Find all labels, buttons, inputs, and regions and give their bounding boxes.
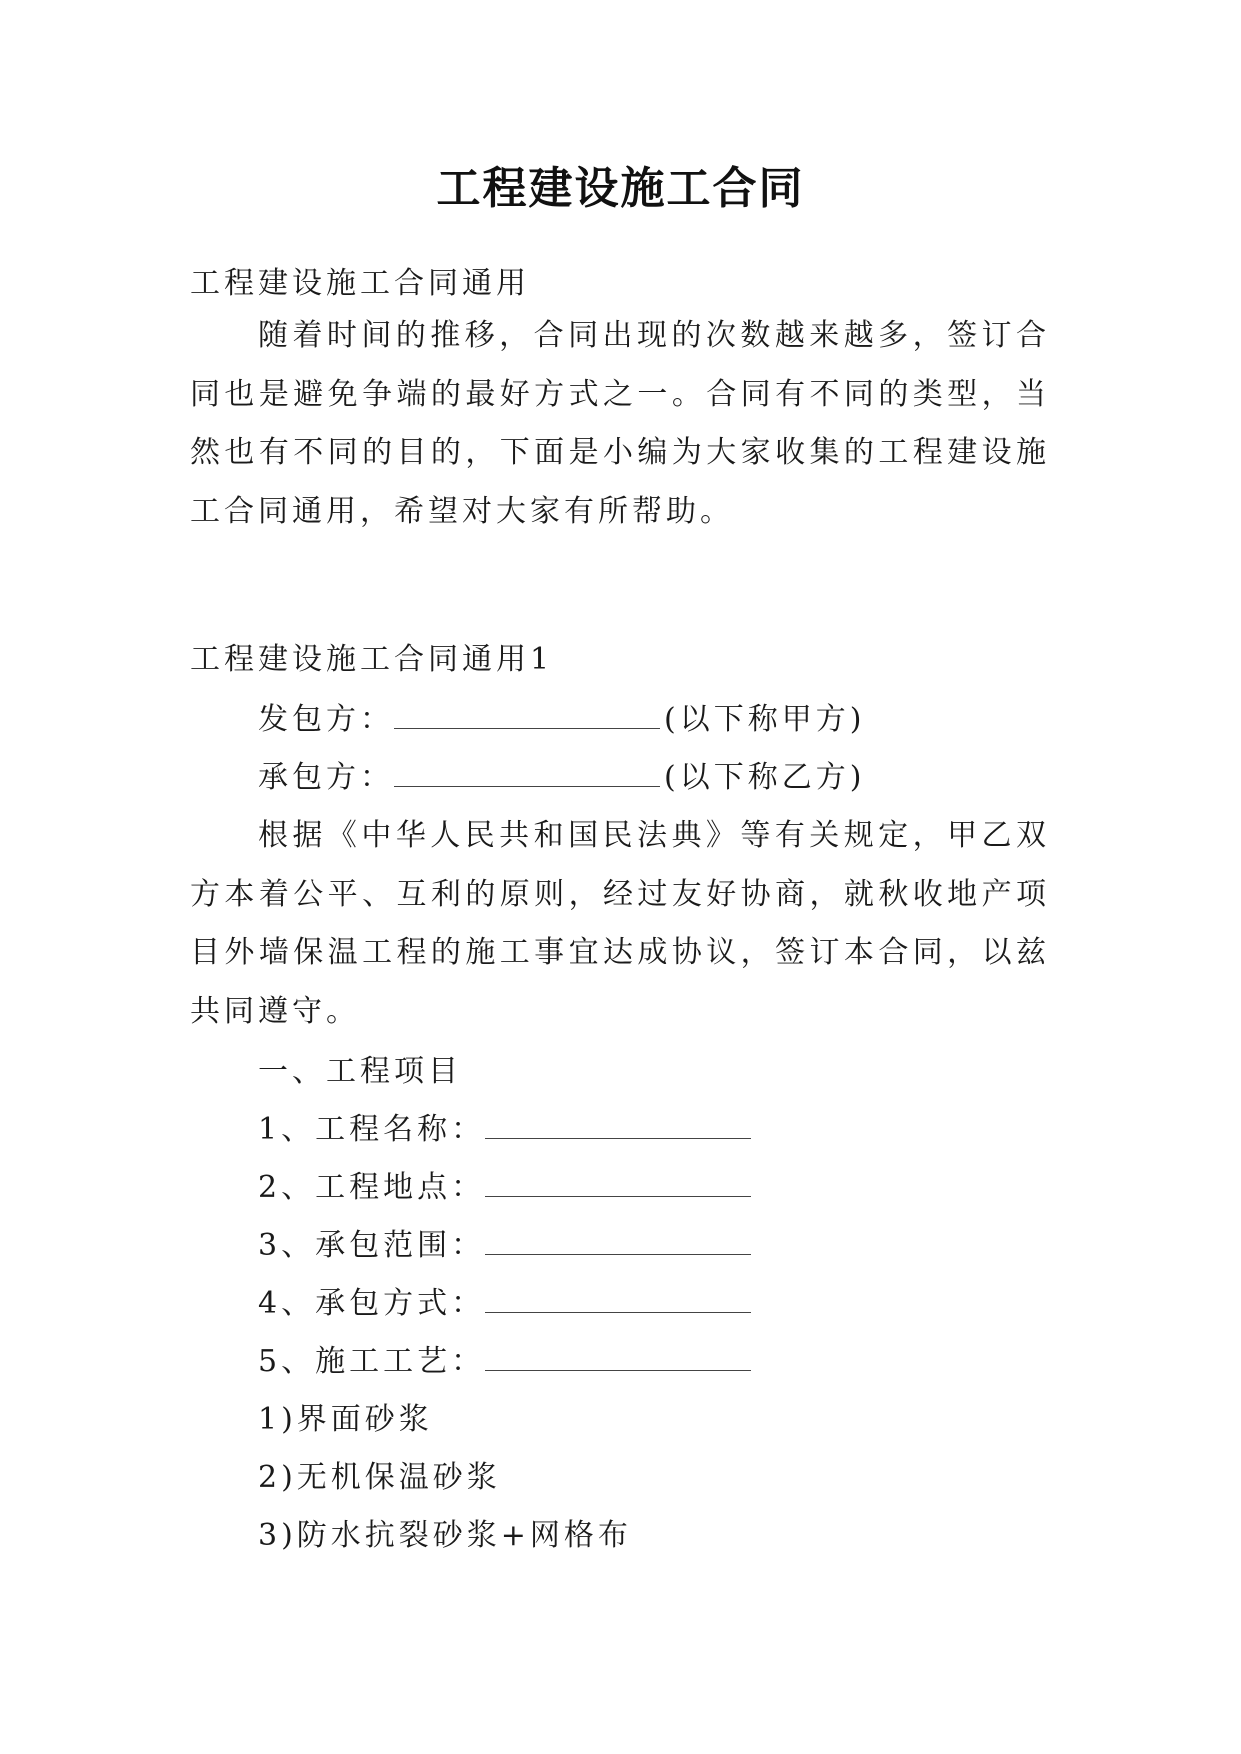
item-label: 3、承包范围： bbox=[258, 1228, 486, 1263]
party-b-suffix: (以下称乙方) bbox=[664, 760, 866, 795]
section-title: 工程建设施工合同通用1 bbox=[190, 642, 554, 677]
party-a-suffix: (以下称甲方) bbox=[664, 702, 866, 737]
preamble-text: 根据《中华人民共和国民法典》等有关规定，甲乙双方本着公平、互利的原则，经过友好协商，就秋收地产项目外墙保温工程的施工事宜达成协议，签订本合同，以兹共同遵守。 bbox=[190, 818, 1050, 1029]
item-label: 2、工程地点： bbox=[258, 1170, 486, 1205]
process-step: 1)界面砂浆 bbox=[258, 1402, 433, 1437]
item-line bbox=[258, 1226, 755, 1266]
party-b-line bbox=[258, 758, 865, 798]
part-one-heading: 一、工程项目 bbox=[258, 1054, 462, 1089]
intro-paragraph bbox=[190, 307, 1050, 541]
party-a-line bbox=[258, 700, 865, 740]
item-blank bbox=[485, 1110, 751, 1139]
item-blank bbox=[485, 1284, 751, 1313]
item-line bbox=[258, 1342, 755, 1382]
item-label: 4、承包方式： bbox=[258, 1286, 486, 1321]
item-line bbox=[258, 1284, 755, 1324]
item-blank bbox=[485, 1168, 751, 1197]
item-line bbox=[258, 1168, 755, 1208]
item-blank bbox=[485, 1226, 751, 1255]
item-label: 5、施工工艺： bbox=[258, 1344, 486, 1379]
item-blank bbox=[485, 1342, 751, 1371]
party-a-blank bbox=[394, 700, 660, 729]
party-b-label: 承包方： bbox=[258, 760, 394, 795]
document-title: 工程建设施工合同 bbox=[436, 163, 805, 214]
document-subtitle: 工程建设施工合同通用 bbox=[190, 266, 530, 301]
process-step: 2)无机保温砂浆 bbox=[258, 1460, 501, 1495]
process-step: 3)防水抗裂砂浆+网格布 bbox=[258, 1518, 632, 1553]
preamble-paragraph bbox=[190, 807, 1050, 1041]
item-label: 1、工程名称： bbox=[258, 1112, 486, 1147]
party-a-label: 发包方： bbox=[258, 702, 394, 737]
party-b-blank bbox=[394, 758, 660, 787]
item-line bbox=[258, 1110, 755, 1150]
intro-text: 随着时间的推移，合同出现的次数越来越多，签订合同也是避免争端的最好方式之一。合同有不同的类型，当然也有不同的目的，下面是小编为大家收集的工程建设施工合同通用，希望对大家有所帮助。 bbox=[190, 318, 1050, 529]
